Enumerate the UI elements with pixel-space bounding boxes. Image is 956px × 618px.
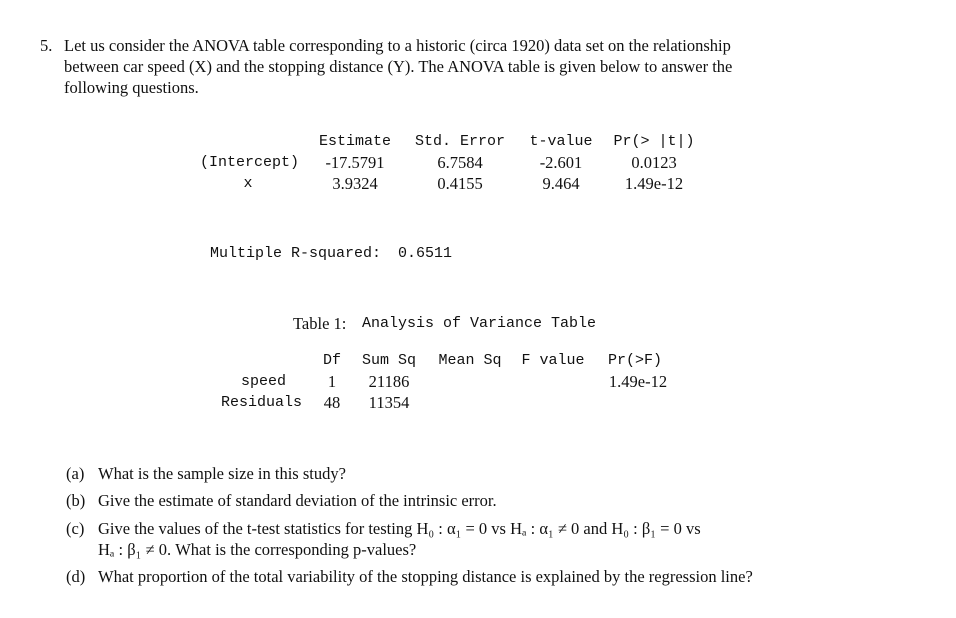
question-c-marker: (c) <box>66 519 85 538</box>
row-label-residuals: Residuals <box>220 394 302 411</box>
header-df: Df <box>322 352 342 369</box>
question-b-text: Give the estimate of standard deviation of the intrinsic error. <box>98 491 497 510</box>
question-a-marker: (a) <box>66 464 85 483</box>
speed-p-value: 1.49e-12 <box>608 372 668 391</box>
problem-number: 5. <box>40 36 53 55</box>
row-label-x: x <box>243 175 253 192</box>
question-d-marker: (d) <box>66 567 86 586</box>
r-squared-value: 0.6511 <box>398 245 453 262</box>
x-estimate: 3.9324 <box>332 174 378 193</box>
residuals-sum-sq: 11354 <box>368 393 410 412</box>
intercept-estimate: -17.5791 <box>325 153 385 172</box>
speed-df: 1 <box>327 372 337 391</box>
row-label-speed: speed <box>240 373 286 390</box>
question-c-text-line-1: Give the values of the t-test statistics for testing H₀ : α₁ = 0 vs Hₐ : α₁ ≠ 0 and H₀ : β₁ = 0 vs <box>98 519 701 538</box>
header-mean-sq: Mean Sq <box>438 352 502 369</box>
r-squared-label: Multiple R-squared: <box>210 245 382 262</box>
header-p-value: Pr(> |t|) <box>613 133 695 150</box>
problem-text-line-2: between car speed (X) and the stopping distance (Y). The ANOVA table is given below to answer the <box>64 57 733 76</box>
intercept-p-value: 0.0123 <box>631 153 677 172</box>
table-caption: Analysis of Variance Table <box>362 315 597 332</box>
speed-sum-sq: 21186 <box>368 372 410 391</box>
header-estimate: Estimate <box>318 133 392 150</box>
problem-text-line-3: following questions. <box>64 78 199 97</box>
x-std-error: 0.4155 <box>437 174 483 193</box>
question-b-marker: (b) <box>66 491 86 510</box>
intercept-std-error: 6.7584 <box>437 153 483 172</box>
question-d-text: What proportion of the total variability of the stopping distance is explained by the regression line? <box>98 567 753 586</box>
header-std-error: Std. Error <box>414 133 506 150</box>
intercept-t-value: -2.601 <box>539 153 583 172</box>
question-c-text-line-2: Hₐ : β₁ ≠ 0. What is the corresponding p-values? <box>98 540 417 559</box>
table-caption-prefix: Table 1: <box>293 314 347 333</box>
header-t-value: t-value <box>529 133 593 150</box>
problem-text-line-1: Let us consider the ANOVA table corresponding to a historic (circa 1920) data set on the relationship <box>64 36 731 55</box>
row-label-intercept: (Intercept) <box>200 154 300 171</box>
question-a-text: What is the sample size in this study? <box>98 464 346 483</box>
residuals-df: 48 <box>323 393 341 412</box>
header-sum-sq: Sum Sq <box>361 352 417 369</box>
x-p-value: 1.49e-12 <box>624 174 684 193</box>
x-t-value: 9.464 <box>542 174 580 193</box>
header-f-value: F value <box>521 352 585 369</box>
header-pr-f: Pr(>F) <box>607 352 663 369</box>
